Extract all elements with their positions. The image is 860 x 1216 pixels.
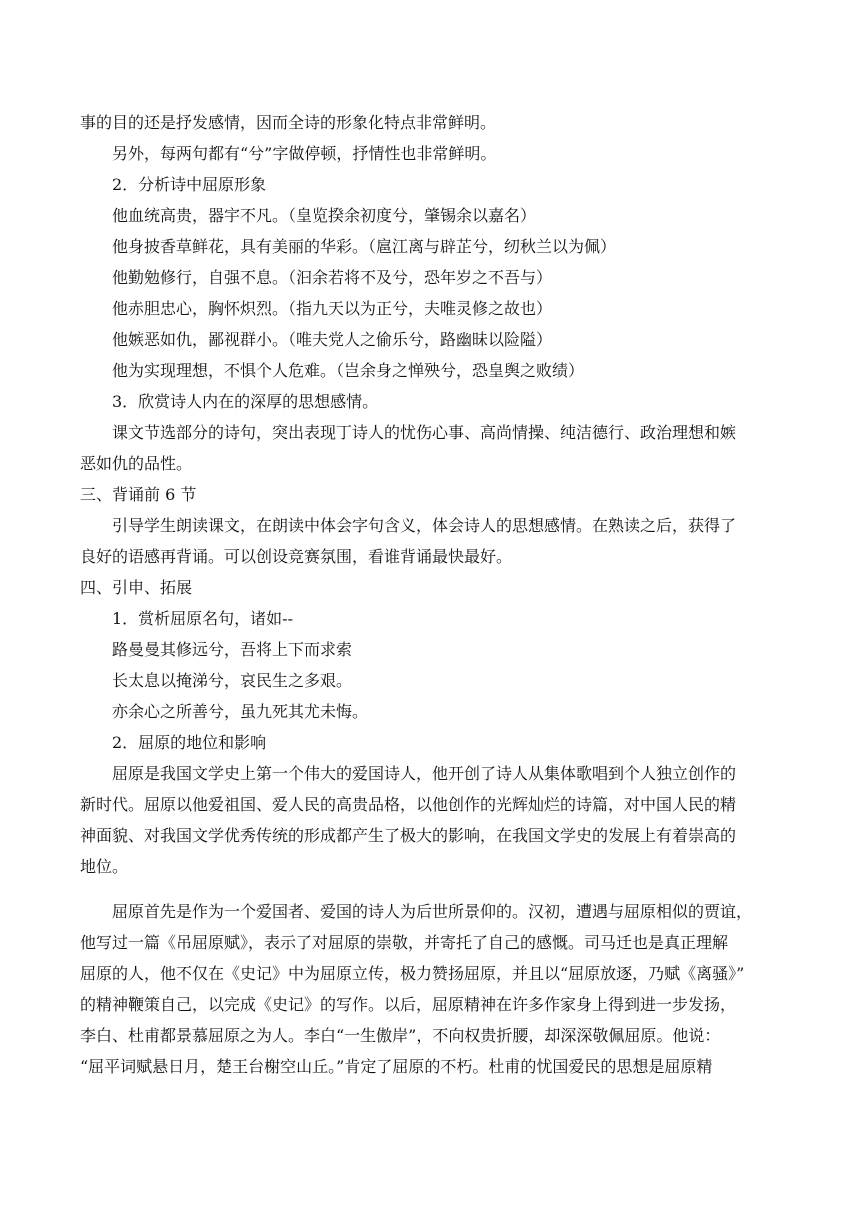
paragraph-line: 课文节选部分的诗句，突出表现丁诗人的忧伤心事、高尚情操、纯洁德行、政治理想和嫉 (112, 423, 737, 442)
paragraph-line: 的精神鞭策自己，以完成《史记》的写作。以后，屈原精神在许多作家身上得到进一步发扬， (80, 995, 737, 1014)
paragraph-line: 他嫉恶如仇，鄙视群小。（唯夫党人之偷乐兮，路幽昧以险隘） (112, 330, 553, 349)
paragraph-line: 新时代。屈原以他爱祖国、爱人民的高贵品格，以他创作的光辉灿烂的诗篇，对中国人民的精 (80, 795, 737, 814)
paragraph-line: 恶如仇的品性。 (80, 454, 193, 473)
subheading: 3．欣赏诗人内在的深厚的思想感情。 (112, 392, 379, 411)
paragraph-line: 另外，每两句都有“兮”字做停顿，抒情性也非常鲜明。 (112, 144, 497, 163)
paragraph-line: 良好的语感再背诵。可以创设竞赛氛围，看谁背诵最快最好。 (80, 547, 513, 566)
section-heading: 三、背诵前 6 节 (80, 485, 197, 504)
paragraph-line: 引导学生朗读课文，在朗读中体会字句含义，体会诗人的思想感情。在熟读之后，获得了 (112, 516, 737, 535)
paragraph-line: 他身披香草鲜花，具有美丽的华彩。（扈江离与辟芷兮，纫秋兰以为佩） (112, 237, 617, 256)
section-heading: 四、引申、拓展 (80, 578, 193, 597)
subheading: 2．屈原的地位和影响 (112, 733, 267, 752)
paragraph-line: 神面貌、对我国文学优秀传统的形成都产生了极大的影响，在我国文学史的发展上有着崇高的 (80, 826, 737, 845)
subheading: 2．分析诗中屈原形象 (112, 175, 267, 194)
quote-line: 路曼曼其修远兮，吾将上下而求索 (112, 640, 353, 659)
document-body (80, 107, 780, 1082)
paragraph-line: 屈原是我国文学史上第一个伟大的爱国诗人，他开创了诗人从集体歌唱到个人独立创作的 (112, 764, 737, 783)
paragraph-line: 屈原首先是作为一个爱国者、爱国的诗人为后世所景仰的。汉初，遭遇与屈原相似的贾谊， (112, 902, 753, 921)
paragraph-line: 他勤勉修行，自强不息。（汩余若将不及兮，恐年岁之不吾与） (112, 268, 553, 287)
paragraph-line: 屈原的人，他不仅在《史记》中为屈原立传，极力赞扬屈原，并且以“屈原放逐，乃赋《离骚》” (80, 964, 745, 983)
paragraph-line: 他赤胆忠心，胸怀炽烈。（指九天以为正兮，夫唯灵修之故也） (112, 299, 553, 318)
quote-line: 亦余心之所善兮，虽九死其尤未悔。 (112, 702, 369, 721)
subheading: 1．赏析屈原名句，诸如-- (112, 609, 293, 628)
paragraph-line: 他写过一篇《吊屈原赋》，表示了对屈原的崇敬，并寄托了自己的感慨。司马迁也是真正理解 (80, 933, 729, 952)
paragraph-line: 李白、杜甫都景慕屈原之为人。李白“一生傲岸”，不向权贵折腰，却深深敬佩屈原。他说： (80, 1026, 721, 1045)
paragraph-line: 他血统高贵，器宇不凡。（皇览揆余初度兮，肇锡余以嘉名） (112, 206, 537, 225)
paragraph-line: 地位。 (80, 857, 129, 876)
paragraph-line: 他为实现理想，不惧个人危难。（岂余身之惮殃兮，恐皇舆之败绩） (112, 361, 585, 380)
paragraph-gap (80, 882, 780, 896)
paragraph-line: “屈平词赋悬日月，楚王台榭空山丘。”肯定了屈原的不朽。杜甫的忧国爱民的思想是屈原精 (80, 1057, 713, 1076)
paragraph-line: 事的目的还是抒发感情，因而全诗的形象化特点非常鲜明。 (80, 113, 497, 132)
quote-line: 长太息以掩涕兮，哀民生之多艰。 (112, 671, 353, 690)
